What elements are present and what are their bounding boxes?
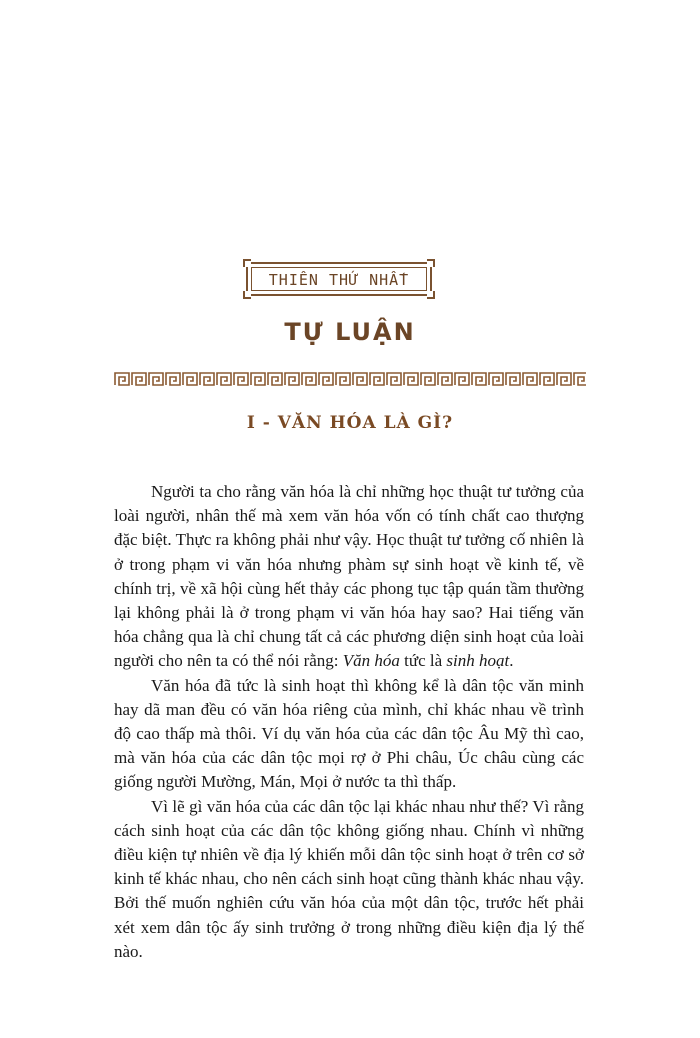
part-label: THIÊN THỨ NHẤT: [268, 271, 410, 289]
paragraph-text: tức là: [399, 651, 447, 671]
frame-corner-ornament: [427, 291, 435, 299]
frame-corner-ornament: [243, 259, 251, 267]
body-text: [114, 480, 584, 964]
frame-corner-ornament: [427, 259, 435, 267]
paragraph: Vì lẽ gì văn hóa của các dân tộc lại khác nhau như thế? Vì rằng cách sinh hoạt của các dân tộc không giống nhau. Chính vì những điều kiện tự nhiên về địa lý khiến mỗi dân tộc sinh hoạt ở trên cơ sở kinh tế khác nhau, cho nên cách sinh hoạt cũng thành khác nhau vậy. Bởi thế muốn nghiên cứu văn hóa của một dân tộc, trước hết phải xét xem dân tộc ấy sinh trưởng ở trong những điều kiện địa lý thế nào.: [114, 796, 584, 961]
greek-key-divider: [114, 372, 586, 386]
italic-term: Văn hóa: [342, 651, 400, 671]
part-label-frame: [246, 262, 432, 296]
paragraph-text: .: [509, 651, 514, 671]
part-title: TỰ LUẬN: [284, 318, 416, 346]
italic-term: sinh hoạt: [446, 651, 510, 671]
paragraph: [114, 480, 584, 674]
frame-corner-ornament: [243, 291, 251, 299]
paragraph-text: Người ta cho rằng văn hóa là chỉ những học thuật tư tưởng của loài người, nhân thế mà xem văn hóa vốn có tính chất cao thượng đặc biệt. Thực ra không phải như vậy. Học thuật tư tưởng cố nhiên là ở trong phạm vi văn hóa nhưng phàm sự sinh hoạt về kinh tế, về chính trị, về xã hội cùng hết thảy các phong tục tập quán tầm thường lại không phải là ở trong phạm vi văn hóa hay sao? Hai tiếng văn hóa chẳng qua là chỉ chung tất cả các phương diện sinh hoạt của loài người cho nên ta có thể nói rằng:: [114, 482, 584, 671]
paragraph: Văn hóa đã tức là sinh hoạt thì không kể là dân tộc văn minh hay dã man đều có văn hóa riêng của mình, chỉ khác nhau về trình độ cao thấp mà thôi. Ví dụ văn hóa của các dân tộc Âu Mỹ thì cao, mà văn hóa của các dân tộc mọi rợ ở Phi châu, Úc châu cùng các giống người Mường, Mán, Mọi ở nước ta thì thấp.: [114, 675, 584, 792]
section-title: I - VĂN HÓA LÀ GÌ?: [246, 413, 454, 433]
